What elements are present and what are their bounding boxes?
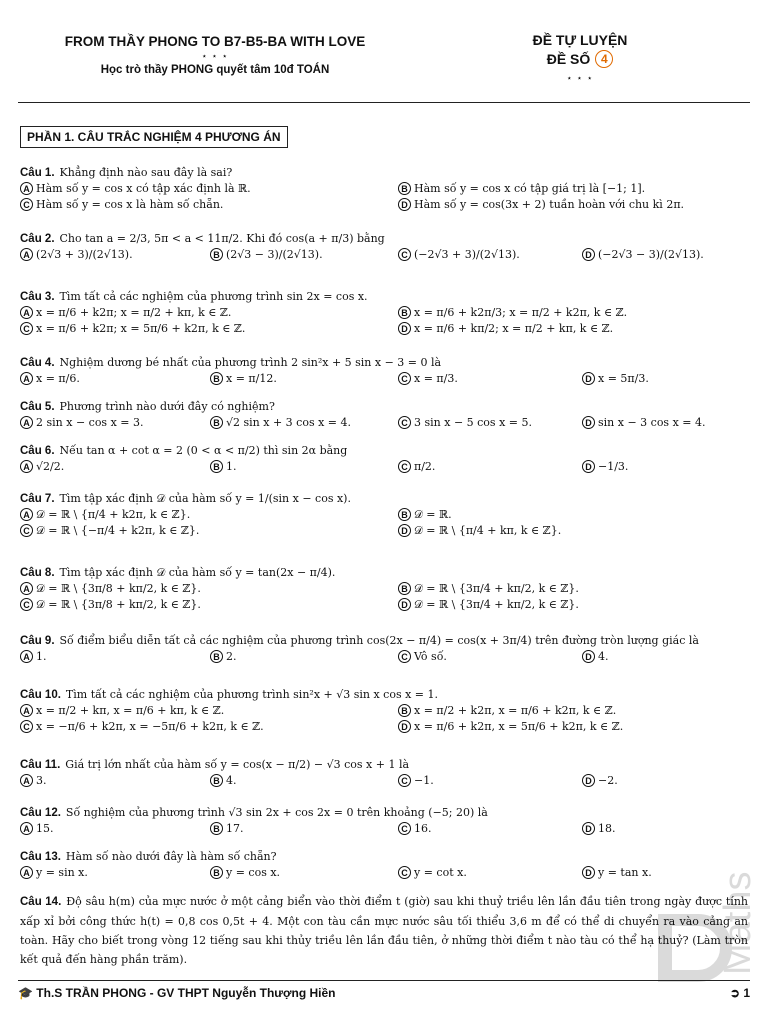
question-number: Câu 3. — [20, 291, 55, 303]
question-text: Tìm tập xác định 𝒟 của hàm số y = tan(2x − π/4). — [59, 566, 336, 579]
header-left-title: FROM THẦY PHONG TO B7-B5-BA WITH LOVE — [64, 34, 366, 49]
option-text: Hàm số y = cos x là hàm số chẵn. — [36, 197, 224, 211]
question-text: Độ sâu h(m) của mực nước ở một cảng biển vào thời điểm t (giờ) sau khi thuỷ triều lên lần đầu tiên trong ngày được tính xấp xỉ bởi công thức h(t) = 0,8 cos 0,5t + 4. Một con tàu cần mực nước sâu tối thiểu 3,6 m để có thể di chuyển ra vào cảng an toàn. Hãy cho biết trong vòng 12 tiếng sau khi thủy triều lên lần đầu tiên, ở những thời điểm t nào tàu có thể hạ thuỷ? (Làm tròn kết quả đến hàng phần trăm). — [20, 895, 748, 966]
option-row — [20, 416, 748, 432]
maths-watermark-logo — [650, 800, 760, 990]
question-6 — [20, 444, 748, 476]
option-letter: A — [20, 372, 33, 385]
option-letter: A — [20, 822, 33, 835]
option-text: x = π/6 + k2π; x = π/2 + kπ, k ∈ ℤ. — [36, 305, 232, 319]
option-b[interactable] — [398, 306, 627, 321]
question-number: Câu 6. — [20, 445, 55, 457]
option-d[interactable] — [398, 720, 623, 735]
question-stem — [20, 290, 748, 306]
option-letter: D — [582, 416, 595, 429]
question-5 — [20, 400, 748, 432]
option-text: 18. — [598, 821, 616, 835]
option-d[interactable] — [398, 524, 561, 539]
exam-code-number: 4 — [595, 50, 613, 68]
question-stem — [20, 688, 748, 704]
question-text: Số điểm biểu diễn tất cả các nghiệm của phương trình cos(2x − π/4) = cos(x + 3π/4) trên đường tròn lượng giác là — [59, 634, 699, 647]
question-stem — [20, 400, 748, 416]
option-letter: D — [582, 248, 595, 261]
question-text: Tìm tất cả các nghiệm của phương trình sin²x + √3 sin x cos x = 1. — [65, 688, 439, 701]
option-text: x = π/2 + kπ, x = π/6 + kπ, k ∈ ℤ. — [36, 703, 225, 717]
option-letter: D — [398, 322, 411, 335]
option-text: Hàm số y = cos(3x + 2) tuần hoàn với chu kì 2π. — [414, 197, 685, 211]
question-4 — [20, 356, 748, 388]
question-1 — [20, 166, 748, 214]
option-text: x = π/6 + k2π/3; x = π/2 + k2π, k ∈ ℤ. — [414, 305, 628, 319]
question-number: Câu 13. — [20, 851, 61, 863]
option-b[interactable] — [210, 822, 244, 837]
question-text: Phương trình nào dưới đây có nghiệm? — [59, 400, 275, 413]
option-letter: B — [210, 460, 223, 473]
option-letter: C — [20, 720, 33, 733]
option-letter: A — [20, 460, 33, 473]
option-d[interactable] — [582, 372, 649, 387]
option-row — [20, 372, 748, 388]
option-a[interactable] — [20, 704, 224, 719]
option-text: x = π/6. — [36, 371, 80, 385]
header-right-stars: ⋆ ⋆ ⋆ — [566, 73, 594, 83]
option-d[interactable] — [582, 416, 706, 431]
option-letter: C — [398, 460, 411, 473]
option-letter: B — [210, 774, 223, 787]
option-text: √2 sin x + 3 cos x = 4. — [226, 415, 351, 429]
question-14 — [20, 892, 748, 969]
option-text: 𝒟 = ℝ. — [414, 507, 452, 521]
option-letter: B — [398, 306, 411, 319]
option-d[interactable] — [582, 822, 616, 837]
question-9 — [20, 634, 748, 666]
option-row — [20, 322, 748, 338]
question-number: Câu 2. — [20, 233, 55, 245]
option-b[interactable] — [398, 508, 452, 523]
question-3 — [20, 290, 748, 338]
part-title: PHẦN 1. CÂU TRẮC NGHIỆM 4 PHƯƠNG ÁN — [20, 126, 288, 148]
option-a[interactable] — [20, 822, 54, 837]
footer — [18, 986, 750, 1000]
question-number: Câu 12. — [20, 807, 61, 819]
option-text: Hàm số y = cos x có tập giá trị là [−1; 1]. — [414, 181, 646, 195]
option-letter: C — [20, 524, 33, 537]
option-text: (2√3 + 3)/(2√13). — [36, 247, 133, 261]
option-letter: B — [398, 704, 411, 717]
option-letter: D — [582, 460, 595, 473]
question-text: Khẳng định nào sau đây là sai? — [59, 166, 233, 179]
question-text: Hàm số nào dưới đây là hàm số chẵn? — [65, 850, 277, 863]
option-row — [20, 720, 748, 736]
question-text: Giá trị lớn nhất của hàm số y = cos(x − π/2) − √3 cos x + 1 là — [65, 758, 410, 771]
question-stem — [20, 444, 748, 460]
option-letter: D — [398, 720, 411, 733]
option-letter: C — [398, 416, 411, 429]
option-letter: C — [20, 322, 33, 335]
option-letter: B — [210, 650, 223, 663]
option-text: (−2√3 − 3)/(2√13). — [598, 247, 704, 261]
exam-code — [500, 50, 660, 68]
question-stem — [20, 566, 748, 582]
option-letter: C — [20, 198, 33, 211]
header-right-title: ĐỀ TỰ LUYỆN — [532, 32, 628, 48]
option-text: −1/3. — [598, 459, 629, 473]
header-left-stars: ⋆ ⋆ ⋆ — [201, 51, 229, 61]
question-text: Tìm tất cả các nghiệm của phương trình sin 2x = cos x. — [59, 290, 368, 303]
option-text: Hàm số y = cos x có tập xác định là ℝ. — [36, 181, 251, 195]
option-letter: D — [398, 198, 411, 211]
option-letter: A — [20, 248, 33, 261]
option-row — [20, 866, 748, 882]
header-left — [20, 34, 410, 76]
question-stem — [20, 166, 748, 182]
footer-author-text: Th.S TRẦN PHONG - GV THPT Nguyễn Thượng Hiền — [36, 986, 336, 1000]
question-number: Câu 8. — [20, 567, 55, 579]
question-number: Câu 5. — [20, 401, 55, 413]
option-letter: D — [582, 774, 595, 787]
option-b[interactable] — [210, 650, 237, 665]
option-a[interactable] — [20, 774, 47, 789]
option-text: π/2. — [414, 459, 436, 473]
option-a[interactable] — [20, 460, 64, 475]
option-text: 17. — [226, 821, 244, 835]
option-text: −1. — [414, 773, 434, 787]
question-11 — [20, 758, 748, 790]
option-row — [20, 306, 748, 322]
graduation-cap-icon: 🎓 — [18, 986, 37, 1000]
option-letter: B — [398, 582, 411, 595]
option-a[interactable] — [20, 866, 88, 881]
option-d[interactable] — [582, 650, 609, 665]
option-letter: C — [398, 822, 411, 835]
option-text: x = π/6 + k2π, x = 5π/6 + k2π, k ∈ ℤ. — [414, 719, 624, 733]
option-letter: A — [20, 774, 33, 787]
question-number: Câu 10. — [20, 689, 61, 701]
option-text: x = π/6 + kπ/2; x = π/2 + kπ, k ∈ ℤ. — [414, 321, 614, 335]
question-number: Câu 7. — [20, 493, 55, 505]
option-row — [20, 582, 748, 598]
question-text: Nếu tan α + cot α = 2 (0 < α < π/2) thì sin 2α bằng — [59, 444, 348, 457]
option-text: sin x − 3 cos x = 4. — [598, 415, 706, 429]
option-letter: A — [20, 866, 33, 879]
option-letter: D — [398, 598, 411, 611]
option-a[interactable] — [20, 248, 133, 263]
option-c[interactable] — [398, 822, 432, 837]
option-letter: D — [398, 524, 411, 537]
option-a[interactable] — [20, 372, 80, 387]
option-a[interactable] — [20, 182, 251, 197]
option-text: y = sin x. — [36, 865, 88, 879]
question-stem — [20, 634, 748, 650]
option-d[interactable] — [398, 598, 579, 613]
option-b[interactable] — [210, 866, 280, 881]
question-stem — [20, 492, 748, 508]
option-letter: B — [210, 416, 223, 429]
option-letter: A — [20, 306, 33, 319]
option-text: 16. — [414, 821, 432, 835]
option-text: 3 sin x − 5 cos x = 5. — [414, 415, 532, 429]
option-row — [20, 460, 748, 476]
option-text: x = −π/6 + k2π, x = −5π/6 + k2π, k ∈ ℤ. — [36, 719, 264, 733]
option-c[interactable] — [20, 720, 264, 735]
footer-author — [18, 986, 336, 1000]
question-2 — [20, 232, 748, 264]
question-number: Câu 11. — [20, 759, 61, 771]
option-letter: B — [210, 248, 223, 261]
option-text: y = cot x. — [414, 865, 467, 879]
option-letter: B — [210, 372, 223, 385]
option-letter: D — [582, 650, 595, 663]
option-d[interactable] — [582, 248, 704, 263]
option-c[interactable] — [398, 248, 520, 263]
option-text: Vô số. — [414, 649, 447, 663]
option-letter: C — [398, 372, 411, 385]
option-row — [20, 248, 748, 264]
option-c[interactable] — [398, 650, 447, 665]
option-letter: A — [20, 582, 33, 595]
option-letter: C — [398, 248, 411, 261]
question-13 — [20, 850, 748, 882]
footer-divider — [18, 980, 750, 981]
option-d[interactable] — [398, 198, 684, 213]
watermark-bar — [658, 920, 672, 982]
question-text: Số nghiệm của phương trình √3 sin 2x + cos 2x = 0 trên khoảng (−5; 20) là — [65, 806, 488, 819]
option-letter: A — [20, 182, 33, 195]
option-text: 𝒟 = ℝ \ {−π/4 + k2π, k ∈ ℤ}. — [36, 523, 200, 537]
question-text: Nghiệm dương bé nhất của phương trình 2 sin²x + 5 sin x − 3 = 0 là — [59, 356, 442, 369]
option-text: (−2√3 + 3)/(2√13). — [414, 247, 520, 261]
option-text: (2√3 − 3)/(2√13). — [226, 247, 323, 261]
option-b[interactable] — [210, 774, 237, 789]
option-d[interactable] — [582, 460, 628, 475]
option-letter: C — [398, 774, 411, 787]
option-text: 1. — [36, 649, 47, 663]
option-letter: D — [582, 822, 595, 835]
option-row — [20, 524, 748, 540]
option-letter: C — [20, 598, 33, 611]
question-text: Cho tan a = 2/3, 5π < a < 11π/2. Khi đó cos(a + π/3) bằng — [59, 232, 385, 245]
option-text: x = π/2 + k2π, x = π/6 + k2π, k ∈ ℤ. — [414, 703, 617, 717]
option-letter: D — [582, 866, 595, 879]
question-stem — [20, 232, 748, 248]
option-letter: A — [20, 416, 33, 429]
option-row — [20, 508, 748, 524]
question-stem — [20, 356, 748, 372]
option-a[interactable] — [20, 416, 144, 431]
option-letter: B — [398, 508, 411, 521]
question-stem — [20, 850, 748, 866]
option-text: 4. — [226, 773, 237, 787]
option-letter: B — [398, 182, 411, 195]
option-text: x = π/12. — [226, 371, 277, 385]
option-c[interactable] — [398, 372, 458, 387]
exam-code-label: ĐỀ SỐ — [546, 51, 591, 67]
question-text: Tìm tập xác định 𝒟 của hàm số y = 1/(sin x − cos x). — [59, 492, 351, 505]
option-text: y = cos x. — [226, 865, 281, 879]
question-number: Câu 14. — [20, 896, 62, 908]
option-c[interactable] — [20, 198, 223, 213]
option-text: 4. — [598, 649, 609, 663]
option-a[interactable] — [20, 306, 231, 321]
option-d[interactable] — [582, 866, 652, 881]
option-letter: C — [398, 866, 411, 879]
option-c[interactable] — [20, 524, 199, 539]
option-text: 3. — [36, 773, 47, 787]
option-text: x = 5π/3. — [598, 371, 649, 385]
header-right — [500, 32, 660, 84]
option-text: x = π/6 + k2π; x = 5π/6 + k2π, k ∈ ℤ. — [36, 321, 246, 335]
option-row — [20, 198, 748, 214]
question-12 — [20, 806, 748, 838]
watermark-text: Maths — [717, 871, 759, 975]
option-c[interactable] — [398, 460, 435, 475]
option-letter: D — [582, 372, 595, 385]
question-number: Câu 9. — [20, 635, 55, 647]
option-a[interactable] — [20, 582, 201, 597]
option-text: 1. — [226, 459, 237, 473]
footer-page — [730, 986, 750, 1000]
option-row — [20, 822, 748, 838]
header-left-subtitle: Học trò thầy PHONG quyết tâm 10đ TOÁN — [100, 64, 330, 76]
page-marker-icon: ➲ — [729, 986, 744, 1000]
option-b[interactable] — [210, 416, 351, 431]
option-b[interactable] — [398, 582, 579, 597]
option-d[interactable] — [398, 322, 613, 337]
header-divider — [18, 102, 750, 103]
option-letter: A — [20, 508, 33, 521]
option-row — [20, 650, 748, 666]
option-text: 15. — [36, 821, 54, 835]
option-letter: C — [398, 650, 411, 663]
option-text: 𝒟 = ℝ \ {π/4 + kπ, k ∈ ℤ}. — [414, 523, 562, 537]
page-number: 1 — [743, 986, 750, 1000]
question-stem — [20, 806, 748, 822]
option-c[interactable] — [20, 598, 201, 613]
option-text: 𝒟 = ℝ \ {3π/4 + kπ/2, k ∈ ℤ}. — [414, 581, 579, 595]
option-letter: A — [20, 650, 33, 663]
option-row — [20, 774, 748, 790]
option-letter: B — [210, 822, 223, 835]
option-b[interactable] — [210, 372, 277, 387]
option-c[interactable] — [398, 774, 434, 789]
option-b[interactable] — [210, 460, 237, 475]
option-row — [20, 598, 748, 614]
option-row — [20, 182, 748, 198]
question-number: Câu 4. — [20, 357, 55, 369]
option-text: 2 sin x − cos x = 3. — [36, 415, 144, 429]
option-b[interactable] — [398, 182, 645, 197]
question-number: Câu 1. — [20, 167, 55, 179]
option-letter: A — [20, 704, 33, 717]
question-stem — [20, 758, 748, 774]
option-b[interactable] — [210, 248, 323, 263]
option-a[interactable] — [20, 650, 47, 665]
option-c[interactable] — [398, 866, 467, 881]
option-text: −2. — [598, 773, 618, 787]
question-10 — [20, 688, 748, 736]
option-a[interactable] — [20, 508, 190, 523]
option-text: 𝒟 = ℝ \ {3π/4 + kπ/2, k ∈ ℤ}. — [414, 597, 579, 611]
option-c[interactable] — [20, 322, 245, 337]
option-text: 2. — [226, 649, 237, 663]
question-8 — [20, 566, 748, 614]
option-text: 𝒟 = ℝ \ {3π/8 + kπ/2, k ∈ ℤ}. — [36, 581, 201, 595]
option-c[interactable] — [398, 416, 532, 431]
option-d[interactable] — [582, 774, 618, 789]
option-text: 𝒟 = ℝ \ {3π/8 + kπ/2, k ∈ ℤ}. — [36, 597, 201, 611]
question-7 — [20, 492, 748, 540]
option-letter: B — [210, 866, 223, 879]
option-row — [20, 704, 748, 720]
option-text: y = tan x. — [598, 865, 652, 879]
option-b[interactable] — [398, 704, 616, 719]
option-text: √2/2. — [36, 459, 65, 473]
option-text: x = π/3. — [414, 371, 458, 385]
option-text: 𝒟 = ℝ \ {π/4 + k2π, k ∈ ℤ}. — [36, 507, 191, 521]
